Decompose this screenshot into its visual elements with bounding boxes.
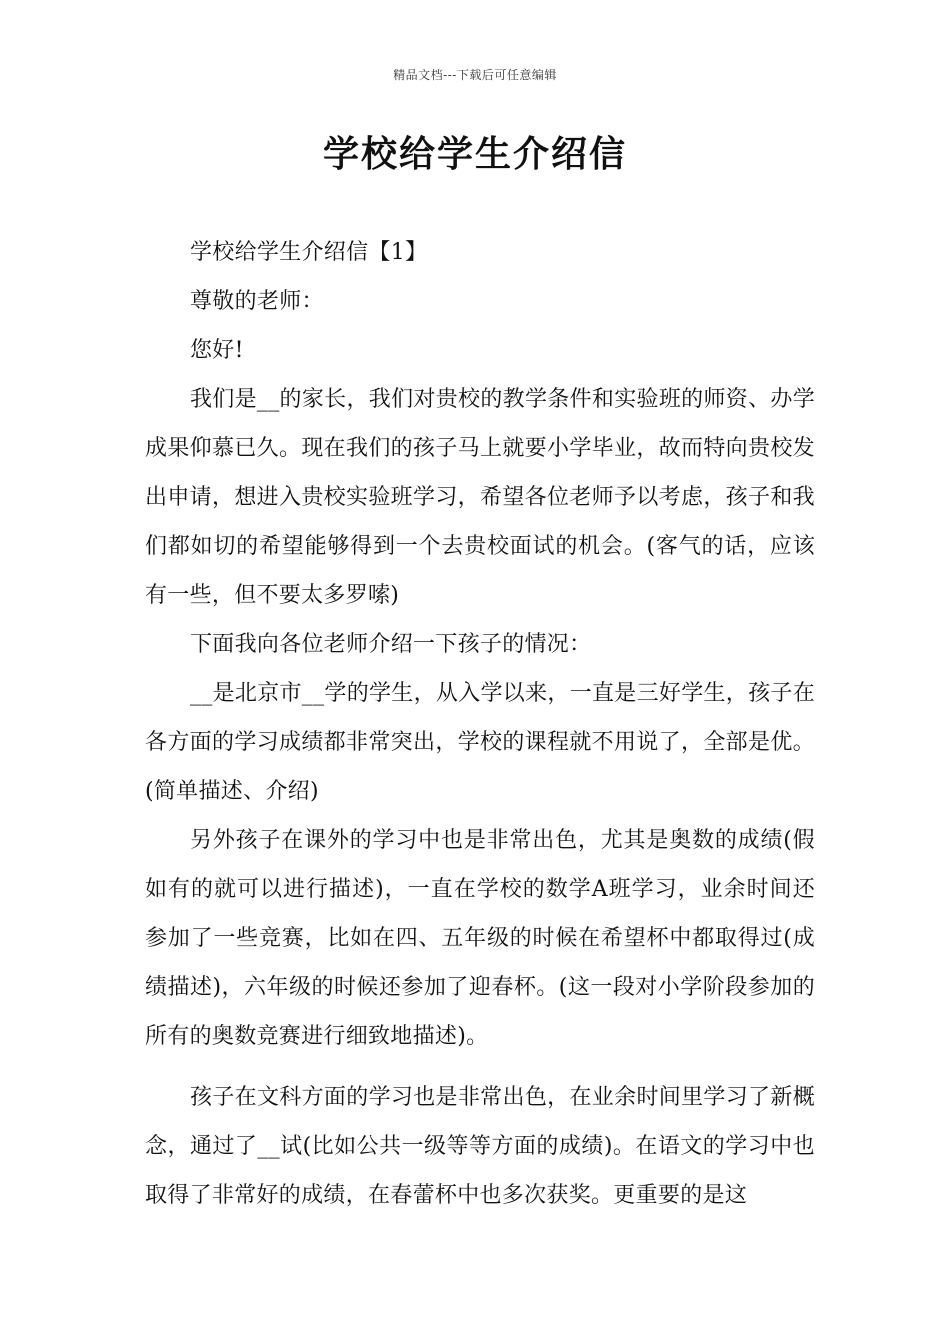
section-heading: 学校给学生介绍信【1】: [190, 240, 428, 265]
body-paragraph: 下面我向各位老师介绍一下孩子的情况：: [190, 632, 592, 657]
body-paragraph: 孩子在文科方面的学习也是非常出色，在业余时间里学习了新概念，通过了__试(比如公共一级等等方面的成绩)。在语文的学习中也取得了非常好的成绩，在春蕾杯中也多次获奖。更重要的是这: [145, 1085, 815, 1208]
body-paragraph: __是北京市__学的学生，从入学以来，一直是三好学生，孩子在各方面的学习成绩都非常突出，学校的课程就不用说了，全部是优。(简单描述、介绍): [145, 681, 816, 804]
document-body: [145, 228, 815, 1220]
greeting: 您好!: [190, 338, 244, 363]
header-note: 精品文档---下载后可任意编辑: [393, 68, 557, 82]
salutation: 尊敬的老师：: [190, 289, 324, 314]
body-paragraph: 我们是__的家长，我们对贵校的教学条件和实验班的师资、办学成果仰慕已久。现在我们的孩子马上就要小学毕业，故而特向贵校发出申请，想进入贵校实验班学习，希望各位老师予以考虑，孩子和我们都如切的希望能够得到一个去贵校面试的机会。(客气的话，应该有一些，但不要太多罗嗦): [145, 387, 815, 608]
body-paragraph: 另外孩子在课外的学习中也是非常出色，尤其是奥数的成绩(假如有的就可以进行描述)，一直在学校的数学A班学习，业余时间还参加了一些竞赛，比如在四、五年级的时候在希望杯中都取得过(成绩描述)，六年级的时候还参加了迎春杯。(这一段对小学阶段参加的所有的奥数竞赛进行细致地描述)。: [145, 828, 815, 1049]
document-title: 学校给学生介绍信: [322, 133, 627, 175]
